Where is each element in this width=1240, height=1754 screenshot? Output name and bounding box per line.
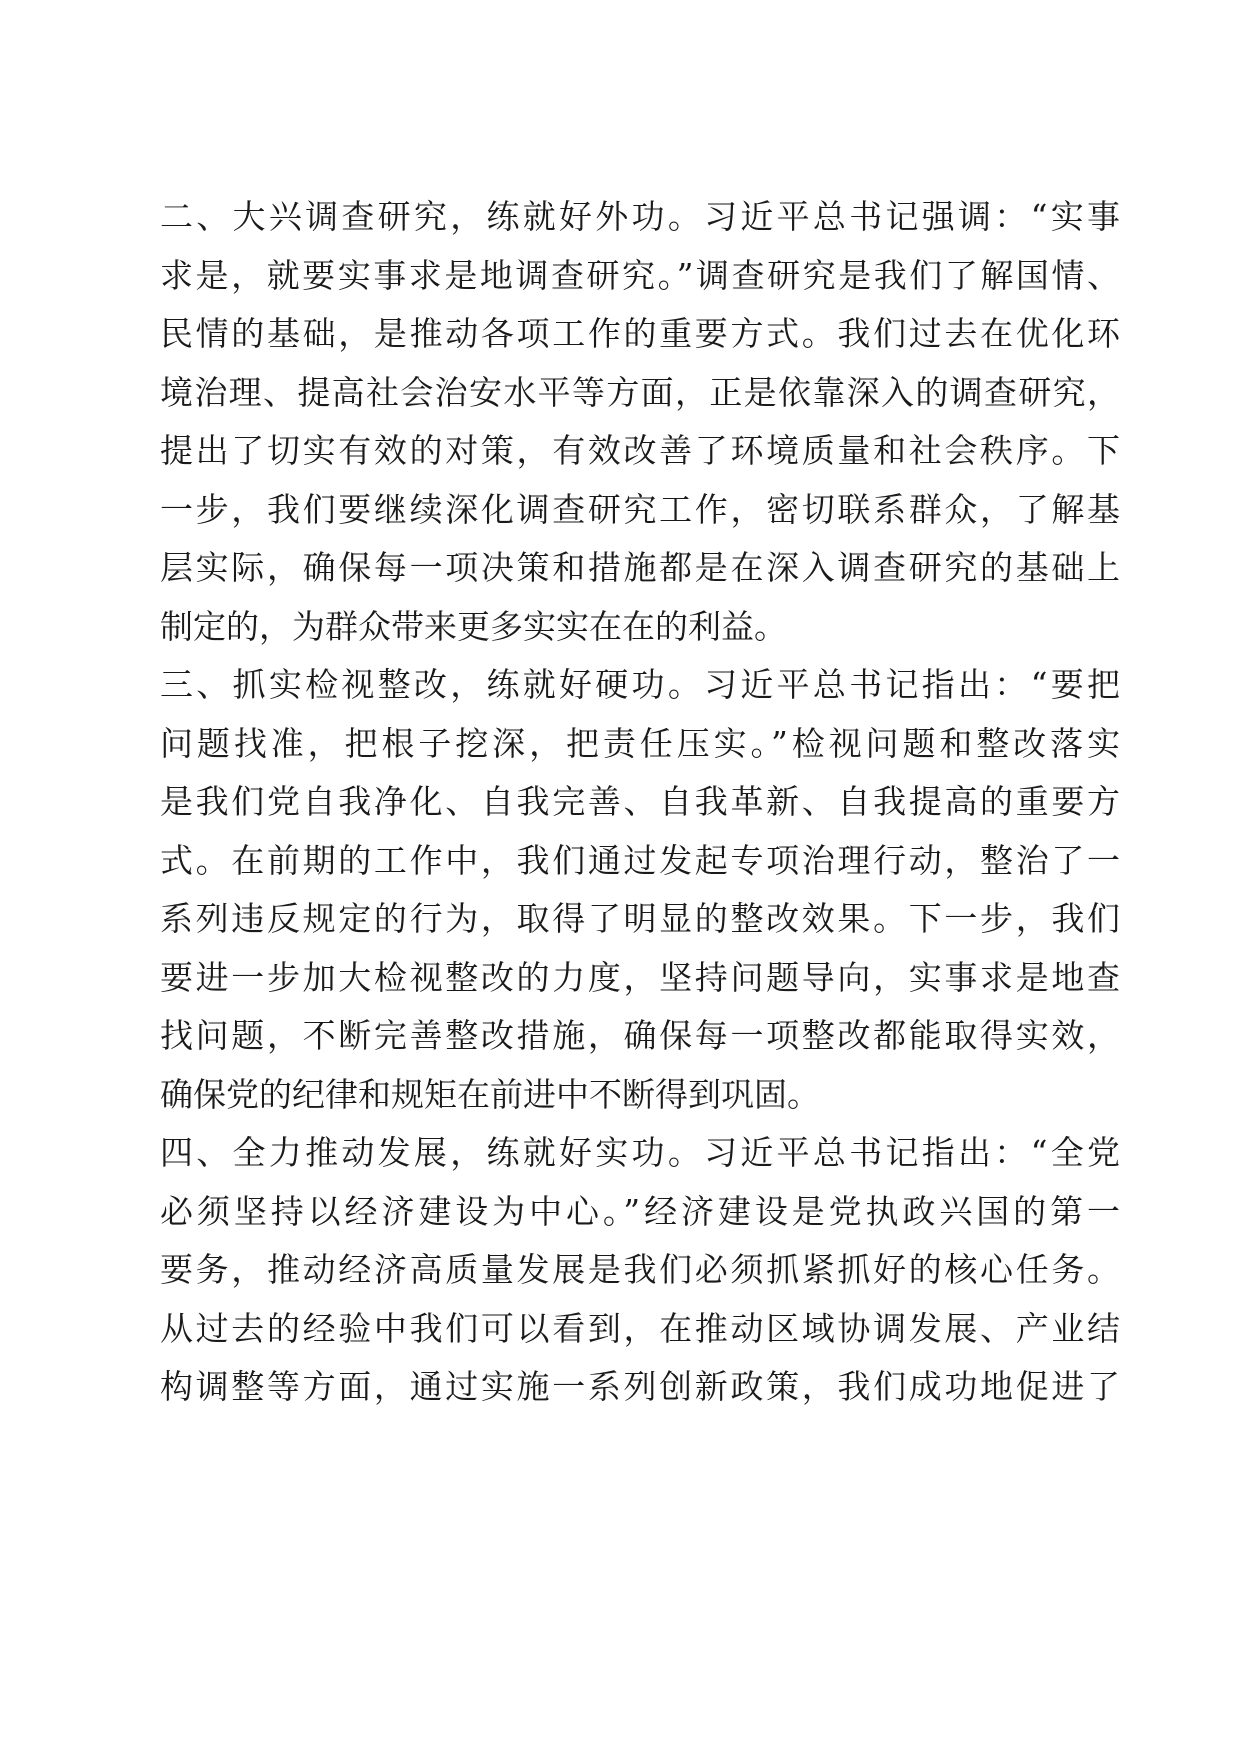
- text-line: 要进一步加大检视整改的力度，坚持问题导向，实事求是地查: [160, 957, 1120, 997]
- text-line: 三、抓实检视整改，练就好硬功。习近平总书记指出：“要把: [160, 665, 1120, 704]
- text-line: 境治理、提高社会治安水平等方面，正是依靠深入的调查研究，: [160, 372, 1120, 412]
- text-line: 四、全力推动发展，练就好实功。习近平总书记指出：“全党: [160, 1133, 1120, 1172]
- text-line: 求是，就要实事求是地调查研究。”调查研究是我们了解国情、: [160, 255, 1120, 295]
- paragraph-investigation: [160, 188, 1120, 656]
- paragraph-development: [160, 1124, 1120, 1417]
- text-line: 从过去的经验中我们可以看到，在推动区域协调发展、产业结: [160, 1308, 1120, 1348]
- text-line: 是我们党自我净化、自我完善、自我革新、自我提高的重要方: [160, 782, 1120, 821]
- text-line: 必须坚持以经济建设为中心。”经济建设是党执政兴国的第一: [160, 1191, 1120, 1231]
- text-line: 构调整等方面，通过实施一系列创新政策，我们成功地促进了: [160, 1367, 1120, 1406]
- text-line: 提出了切实有效的对策，有效改善了环境质量和社会秩序。下: [160, 431, 1120, 470]
- text-line: 式。在前期的工作中，我们通过发起专项治理行动，整治了一: [160, 840, 1120, 880]
- text-line: 确保党的纪律和规矩在前进中不断得到巩固。: [160, 1074, 820, 1114]
- text-line: 找问题，不断完善整改措施，确保每一项整改都能取得实效，: [160, 1016, 1120, 1055]
- text-line: 制定的，为群众带来更多实实在在的利益。: [160, 606, 787, 646]
- paragraph-rectification: [160, 656, 1120, 1124]
- text-line: 一步，我们要继续深化调查研究工作，密切联系群众，了解基: [160, 489, 1120, 529]
- text-line: 民情的基础，是推动各项工作的重要方式。我们过去在优化环: [160, 314, 1120, 353]
- text-line: 层实际，确保每一项决策和措施都是在深入调查研究的基础上: [160, 548, 1120, 587]
- text-line: 要务，推动经济高质量发展是我们必须抓紧抓好的核心任务。: [160, 1250, 1120, 1289]
- text-line: 系列违反规定的行为，取得了明显的整改效果。下一步，我们: [160, 899, 1120, 938]
- text-line: 二、大兴调查研究，练就好外功。习近平总书记强调：“实事: [160, 197, 1120, 236]
- document-body: [160, 188, 1120, 1417]
- text-line: 问题找准，把根子挖深，把责任压实。”检视问题和整改落实: [160, 723, 1120, 763]
